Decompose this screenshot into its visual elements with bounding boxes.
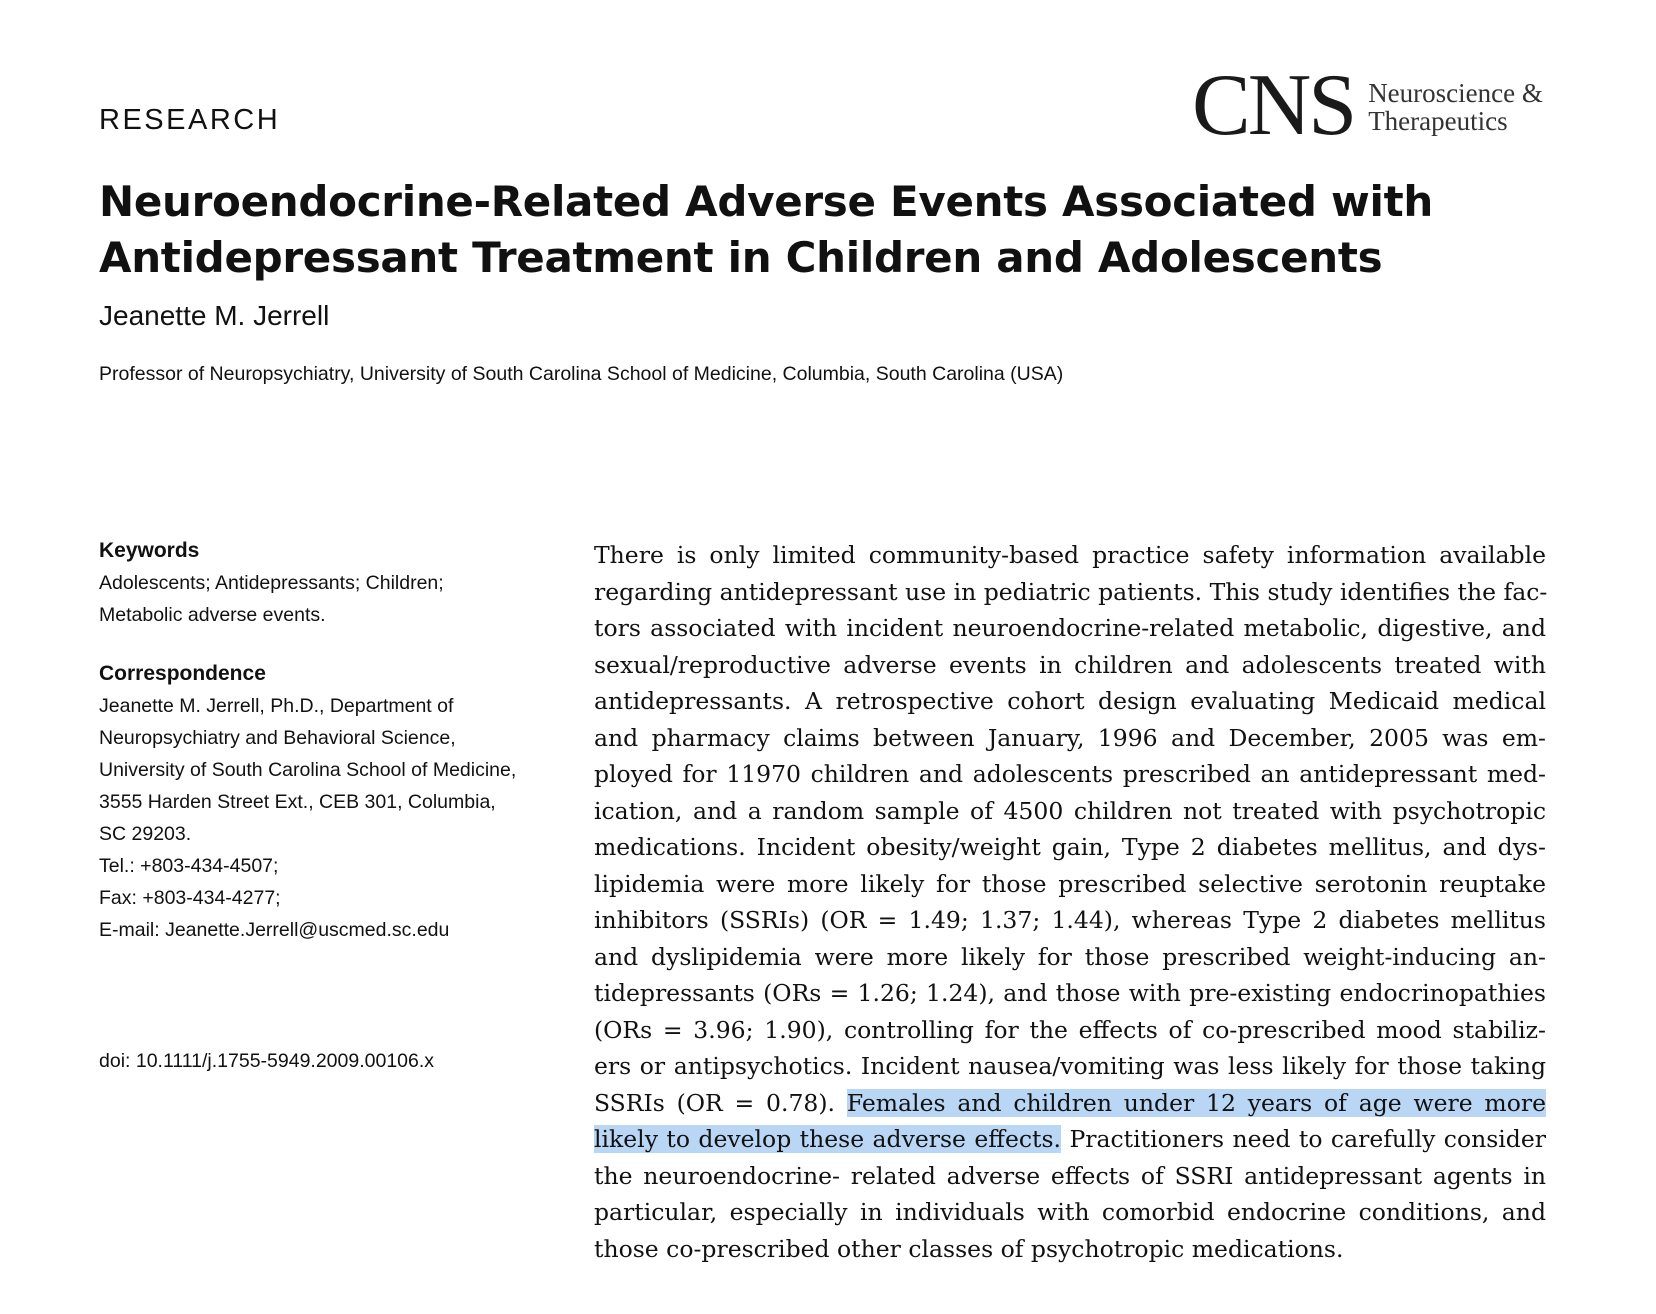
journal-logo — [1192, 57, 1543, 154]
article-title-line-2: Antidepressant Treatment in Children and Adolescents — [99, 233, 1383, 282]
abstract-line: tors associated with incident neuroendocrine-related metabolic, digestive, and — [594, 614, 1546, 642]
keywords-block — [99, 535, 579, 631]
abstract-line: the neuroendocrine- related adverse effects of SSRI antidepressant agents in — [594, 1161, 1546, 1190]
abstract-line: sexual/reproductive adverse events in children and adolescents treated with — [594, 650, 1546, 679]
article-title — [99, 174, 1499, 286]
journal-name-line-2: Therapeutics — [1368, 106, 1508, 136]
correspondence-phone: Tel.: +803-434-4507; — [99, 855, 279, 877]
abstract-text: SSRIs (OR = 0.78). — [594, 1088, 847, 1117]
abstract-text: Practitioners need to carefully consider — [1061, 1125, 1546, 1153]
abstract — [594, 537, 1546, 1267]
keywords-line: Metabolic adverse events. — [99, 604, 326, 626]
correspondence-heading: Correspondence — [99, 662, 266, 685]
section-label: RESEARCH — [99, 104, 281, 136]
correspondence-line: SC 29203. — [99, 823, 192, 845]
correspondence-line: 3555 Harden Street Ext., CEB 301, Columbia, — [99, 791, 496, 813]
abstract-line: and pharmacy claims between January, 1996 and December, 2005 was em- — [594, 723, 1546, 752]
abstract-line: (ORs = 3.96; 1.90), controlling for the effects of co-prescribed mood stabiliz- — [594, 1015, 1546, 1044]
highlighted-text-selection[interactable]: likely to develop these adverse effects. — [594, 1125, 1062, 1153]
abstract-line: ication, and a random sample of 4500 children not treated with psychotropic — [594, 796, 1546, 825]
correspondence-line: Jeanette M. Jerrell, Ph.D., Department of — [99, 695, 454, 717]
correspondence-line: University of South Carolina School of Medicine, — [99, 759, 517, 781]
abstract-line: particular, especially in individuals with comorbid endocrine conditions, and — [594, 1198, 1546, 1226]
journal-name-line-1: Neuroscience & — [1368, 78, 1543, 109]
abstract-line: ployed for 11970 children and adolescents prescribed an antidepressant med- — [594, 760, 1546, 788]
keywords-line: Adolescents; Antidepressants; Children; — [99, 572, 444, 594]
abstract-line: ers or antipsychotics. Incident nausea/vomiting was less likely for those taking — [594, 1052, 1546, 1080]
abstract-line: regarding antidepressant use in pediatric patients. This study identifies the fac- — [594, 577, 1548, 606]
keywords-heading: Keywords — [99, 539, 200, 562]
doi-link[interactable]: doi: 10.1111/j.1755-5949.2009.00106.x — [99, 1050, 435, 1072]
abstract-line: and dyslipidemia were more likely for those prescribed weight-inducing an- — [594, 942, 1546, 971]
abstract-line: lipidemia were more likely for those prescribed selective serotonin reuptake — [594, 869, 1546, 898]
correspondence-line: Neuropsychiatry and Behavioral Science, — [99, 727, 456, 749]
abstract-line: antidepressants. A retrospective cohort design evaluating Medicaid medical — [594, 687, 1546, 715]
author-affiliation: Professor of Neuropsychiatry, University of South Carolina School of Medicine, Columbia, South Carolina (USA) — [99, 363, 1064, 385]
article-title-line-1: Neuroendocrine-Related Adverse Events Associated with — [99, 177, 1433, 226]
journal-name — [1368, 80, 1543, 135]
abstract-line: medications. Incident obesity/weight gain, Type 2 diabetes mellitus, and dys- — [594, 833, 1546, 861]
abstract-line: those co-prescribed other classes of psychotropic medications. — [594, 1234, 1344, 1263]
abstract-line — [594, 1121, 1546, 1158]
correspondence-block — [99, 658, 579, 946]
abstract-line — [594, 1085, 1546, 1122]
highlighted-text-selection[interactable]: Females and children under 12 years of age were more — [846, 1088, 1546, 1117]
author-name: Jeanette M. Jerrell — [99, 300, 330, 331]
abstract-line: tidepressants (ORs = 1.26; 1.24), and those with pre-existing endocrinopathies — [594, 979, 1546, 1007]
correspondence-fax: Fax: +803-434-4277; — [99, 887, 281, 909]
abstract-line: inhibitors (SSRIs) (OR = 1.49; 1.37; 1.44), whereas Type 2 diabetes mellitus — [594, 906, 1546, 934]
journal-logo-mark: CNS — [1192, 57, 1355, 154]
abstract-line: There is only limited community-based practice safety information available — [594, 541, 1546, 569]
article-sidebar — [99, 535, 579, 946]
correspondence-email[interactable]: E-mail: Jeanette.Jerrell@uscmed.sc.edu — [99, 919, 450, 941]
